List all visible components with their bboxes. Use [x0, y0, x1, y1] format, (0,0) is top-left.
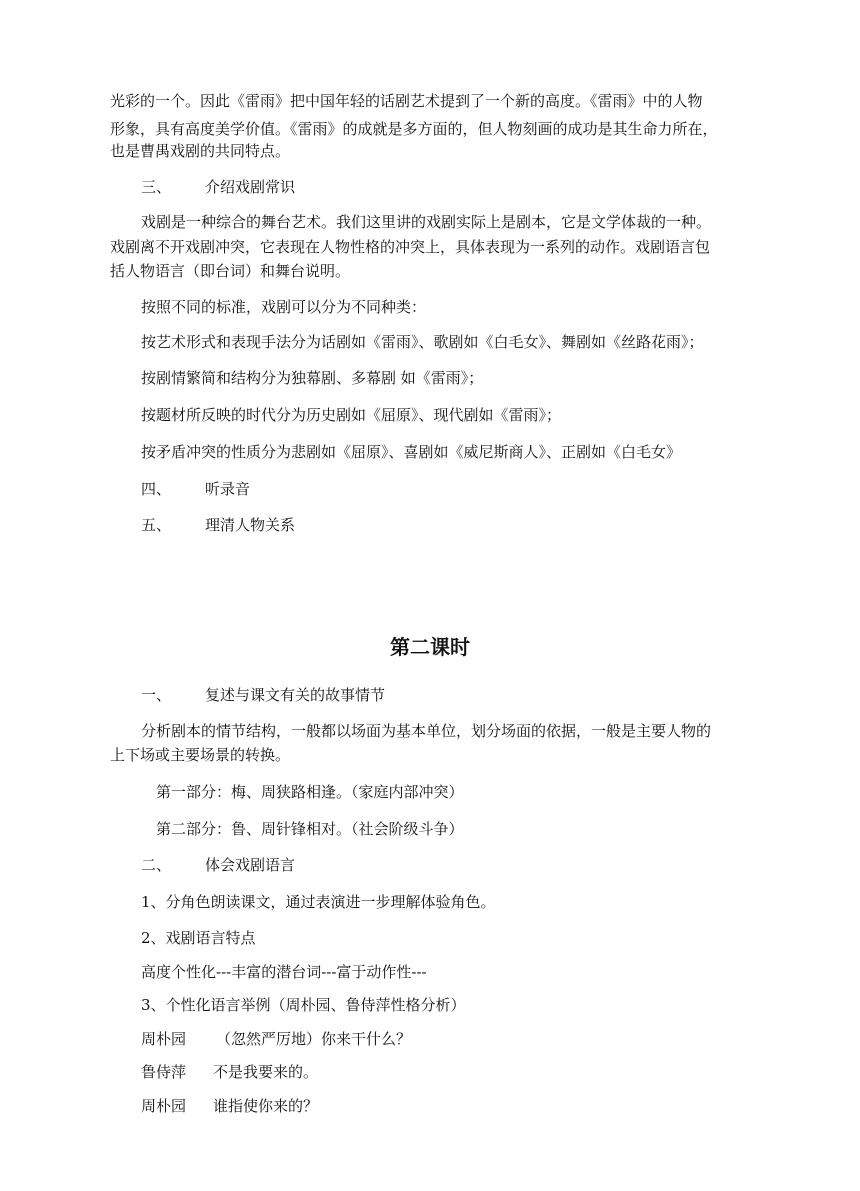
speaker-name: 周朴园 — [141, 1030, 187, 1048]
section-heading-2 — [141, 854, 295, 876]
section-title: 理清人物关系 — [205, 516, 296, 534]
paragraph-line: 按剧情繁简和结构分为独幕剧、多幕剧 如《雷雨》； — [141, 369, 484, 387]
paragraph-line: 按照不同的标准，戏剧可以分为不同种类： — [141, 298, 427, 316]
list-item: 3、个性化语言举例（周朴园、鲁侍萍性格分析） — [141, 996, 466, 1014]
paragraph-line: 形象，具有高度美学价值。《雷雨》的成就是多方面的，但人物刻画的成功是其生命力所在， — [110, 120, 718, 138]
list-item-detail: 高度个性化---丰富的潜台词---富于动作性--- — [141, 963, 427, 981]
section-heading-1 — [141, 684, 385, 706]
dialogue-line — [141, 1061, 318, 1083]
dialogue-line — [141, 1095, 318, 1117]
paragraph-line: 按艺术形式和表现手法分为话剧如《雷雨》、歌剧如《白毛女》、舞剧如《丝路花雨》； — [141, 333, 704, 351]
section-title: 听录音 — [205, 480, 251, 498]
paragraph-line: 上下场或主要场景的转换。 — [110, 746, 291, 764]
dialogue-text: 谁指使你来的？ — [213, 1097, 319, 1115]
lesson-title: 第二课时 — [390, 635, 470, 659]
paragraph-line: 戏剧是一种综合的舞台艺术。我们这里讲的戏剧实际上是剧本，它是文学体裁的一种。 — [141, 213, 712, 231]
dialogue-text: 不是我要来的。 — [213, 1063, 319, 1081]
section-heading-3 — [141, 176, 295, 198]
part-line: 第一部分：梅、周狭路相逢。（家庭内部冲突） — [156, 783, 464, 801]
section-heading-4 — [141, 478, 250, 500]
section-title: 介绍戏剧常识 — [205, 178, 296, 196]
section-number: 二、 — [141, 856, 172, 874]
section-number: 三、 — [141, 178, 172, 196]
section-number: 一、 — [141, 686, 172, 704]
paragraph-line: 按矛盾冲突的性质分为悲剧如《屈原》、喜剧如《威尼斯商人》、正剧如《白毛女》 — [141, 443, 682, 461]
section-title: 复述与课文有关的故事情节 — [205, 686, 386, 704]
paragraph-line: 分析剧本的情节结构，一般都以场面为基本单位，划分场面的依据，一般是主要人物的 — [141, 722, 712, 740]
list-item: 2、戏剧语言特点 — [141, 929, 256, 947]
dialogue-line — [141, 1028, 411, 1050]
paragraph-line: 也是曹禺戏剧的共同特点。 — [110, 142, 291, 160]
paragraph-line: 按题材所反映的时代分为历史剧如《屈原》、现代剧如《雷雨》； — [141, 406, 562, 424]
section-number: 四、 — [141, 480, 172, 498]
dialogue-text: （忽然严厉地）你来干什么？ — [216, 1030, 412, 1048]
paragraph-line: 光彩的一个。因此《雷雨》把中国年轻的话剧艺术提到了一个新的高度。《雷雨》中的人物 — [110, 92, 703, 110]
paragraph-line: 括人物语言（即台词）和舞台说明。 — [110, 262, 351, 280]
paragraph-line: 戏剧离不开戏剧冲突，它表现在人物性格的冲突上，具体表现为一系列的动作。戏剧语言包 — [110, 238, 711, 256]
section-number: 五、 — [141, 516, 172, 534]
section-heading-5 — [141, 514, 295, 536]
speaker-name: 周朴园 — [141, 1097, 187, 1115]
section-title: 体会戏剧语言 — [205, 856, 296, 874]
list-item: 1、分角色朗读课文，通过表演进一步理解体验角色。 — [141, 893, 496, 911]
part-line: 第二部分：鲁、周针锋相对。（社会阶级斗争） — [156, 820, 464, 838]
speaker-name: 鲁侍萍 — [141, 1063, 187, 1081]
